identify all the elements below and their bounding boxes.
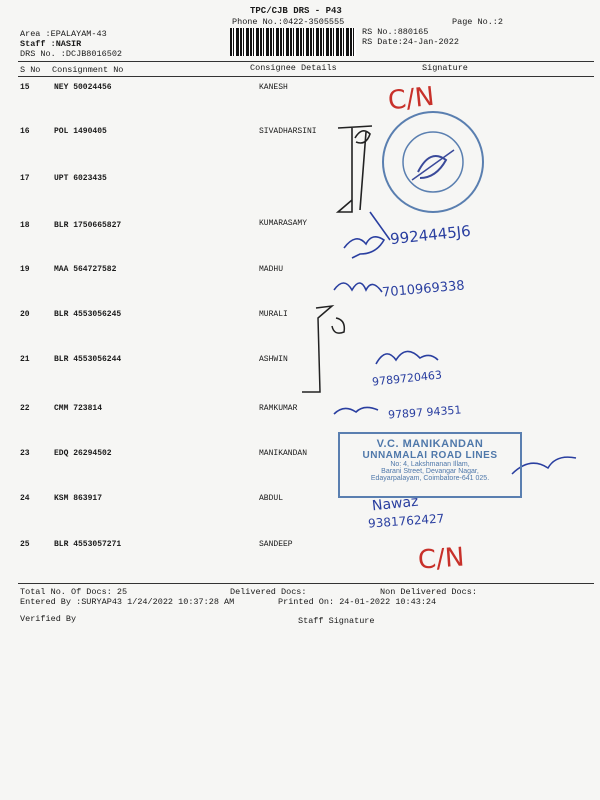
row-sno: 23 bbox=[20, 449, 30, 458]
drs-number: DRS No. :DCJB8016502 bbox=[20, 49, 123, 59]
row-sno: 22 bbox=[20, 404, 30, 413]
signature-stroke bbox=[334, 407, 378, 414]
page-number: Page No.:2 bbox=[452, 17, 504, 27]
row-sno: 16 bbox=[20, 127, 30, 136]
row-sno: 19 bbox=[20, 265, 30, 274]
row-consignment: BLR 4553056245 bbox=[54, 310, 122, 319]
rs-number: RS No.:880165 bbox=[362, 27, 429, 37]
handwritten-phone: 97897 94351 bbox=[387, 403, 462, 422]
signature-stroke bbox=[338, 126, 372, 212]
row-consignment: MAA 564727582 bbox=[54, 265, 117, 274]
row-consignment: NEY 50024456 bbox=[54, 83, 112, 92]
row-consignment: CMM 723814 bbox=[54, 404, 103, 413]
row-sno: 18 bbox=[20, 221, 30, 230]
row-consignment: KSM 863917 bbox=[54, 494, 103, 503]
signature-stroke bbox=[334, 283, 382, 292]
staff-signature: Staff Signature bbox=[298, 616, 375, 626]
row-consignee: SIVADHARSINI bbox=[259, 127, 317, 136]
row-consignee: SANDEEP bbox=[259, 540, 293, 549]
row-sno: 17 bbox=[20, 174, 30, 183]
row-consignment: BLR 1750665827 bbox=[54, 221, 122, 230]
col-consignment: Consignment No bbox=[52, 65, 124, 75]
row-consignment: UPT 6023435 bbox=[54, 174, 107, 183]
row-sno: 20 bbox=[20, 310, 30, 319]
row-consignee: ASHWIN bbox=[259, 355, 288, 364]
stamp-line: Barani Street, Devangar Nagar, bbox=[381, 468, 479, 475]
stamp-line: Edayarpalayam, Coimbatore-641 025. bbox=[370, 475, 490, 482]
area-label: Area :EPALAYAM-43 bbox=[20, 29, 107, 39]
row-consignee: MADHU bbox=[259, 265, 284, 274]
cin-mark-bottom: C/N bbox=[417, 542, 466, 576]
handwritten-phone: 7010969338 bbox=[381, 278, 466, 301]
sheet-title: TPC/CJB DRS - P43 bbox=[250, 6, 342, 16]
handwritten-signature: Nawaz bbox=[371, 493, 420, 515]
row-consignee: RAMKUMAR bbox=[259, 404, 298, 413]
row-sno: 25 bbox=[20, 540, 30, 549]
row-sno: 24 bbox=[20, 494, 30, 503]
cin-mark-top: C/N bbox=[386, 81, 436, 117]
handwritten-phone: 9924445J6 bbox=[389, 221, 472, 249]
handwritten-phone: 9789720463 bbox=[371, 368, 443, 389]
non-delivered-docs: Non Delivered Docs: bbox=[380, 587, 477, 597]
row-consignee: KUMARASAMY bbox=[259, 219, 308, 228]
stamp-line: V.C. MANIKANDAN bbox=[376, 438, 484, 450]
signature-stroke bbox=[376, 351, 438, 364]
col-consignee: Consignee Details bbox=[250, 63, 337, 73]
phone-number: Phone No.:0422-3505555 bbox=[232, 17, 345, 27]
stamp-line: UNNAMALAI ROAD LINES bbox=[362, 450, 498, 461]
row-sno: 15 bbox=[20, 83, 30, 92]
printed-on: Printed On: 24-01-2022 10:43:24 bbox=[278, 597, 437, 607]
entered-by: Entered By :SURYAP43 1/24/2022 10:37:28 AM bbox=[20, 597, 235, 607]
row-consignee: KANESH bbox=[259, 83, 288, 92]
footer-divider bbox=[18, 583, 594, 584]
company-round-stamp bbox=[383, 112, 483, 212]
delivered-docs: Delivered Docs: bbox=[230, 587, 307, 597]
signature-stroke bbox=[302, 306, 344, 392]
row-consignment: POL 1490405 bbox=[54, 127, 107, 136]
col-sno: S No bbox=[20, 65, 41, 75]
stamp-line: No: 4, Lakshmanan Illam, bbox=[390, 461, 470, 468]
row-consignee: MURALI bbox=[259, 310, 288, 319]
row-consignment: BLR 4553056244 bbox=[54, 355, 122, 364]
verified-by: Verified By bbox=[20, 614, 77, 624]
staff-label: Staff :NASIR bbox=[20, 39, 82, 49]
handwritten-phone: 9381762427 bbox=[367, 511, 445, 531]
vc-manikandan-stamp bbox=[338, 432, 522, 498]
row-consignee: MANIKANDAN bbox=[259, 449, 308, 458]
col-signature: Signature bbox=[422, 63, 468, 73]
signature-stroke bbox=[344, 212, 390, 258]
row-consignment: EDQ 26294502 bbox=[54, 449, 112, 458]
row-sno: 21 bbox=[20, 355, 30, 364]
rs-date: RS Date:24-Jan-2022 bbox=[362, 37, 459, 47]
row-consignment: BLR 4553057271 bbox=[54, 540, 122, 549]
row-consignee: ABDUL bbox=[259, 494, 284, 503]
total-docs: Total No. Of Docs: 25 bbox=[20, 587, 128, 597]
